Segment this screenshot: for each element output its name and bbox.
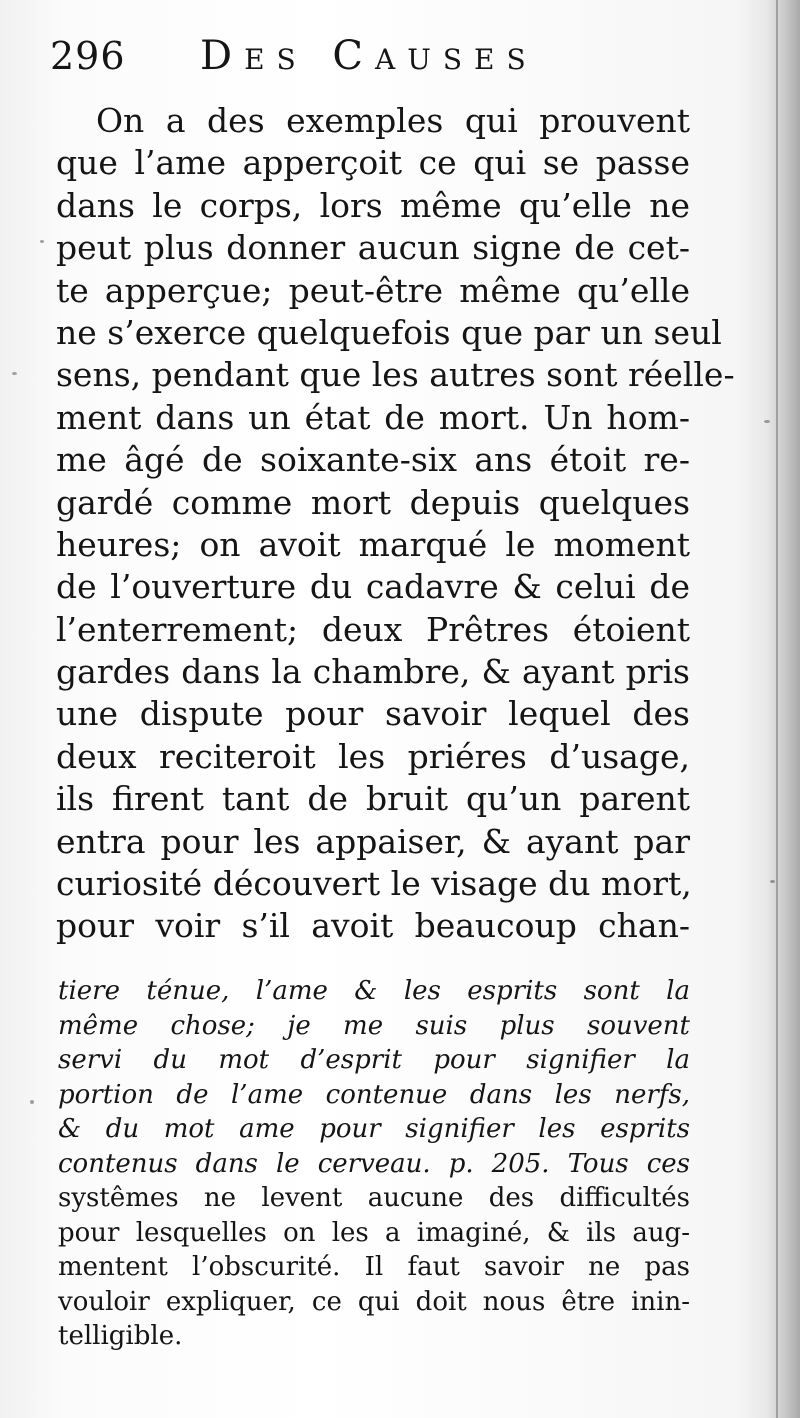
footnote-line: & du mot ame pour signifier les esprits — [58, 1114, 690, 1144]
footnote-line: mentent l’obscurité. Il faut savoir ne pas — [58, 1252, 690, 1282]
page-number: 296 — [50, 34, 126, 78]
running-head: Des Causes — [200, 33, 538, 79]
ink-speck — [12, 372, 17, 375]
main-text-line: entra pour les appaiser, & ayant par — [56, 821, 690, 861]
main-text-line: pour voir s’il avoit beaucoup chan- — [56, 906, 690, 946]
page-header — [50, 26, 610, 86]
main-text-line: deux reciteroit les priéres d’usage, — [56, 736, 690, 776]
main-text-block — [56, 100, 735, 948]
footnote-line: servi du mot d’esprit pour signifier la — [58, 1045, 690, 1075]
main-text-line: dans le corps, lors même qu’elle ne — [56, 185, 690, 225]
ink-speck — [40, 240, 44, 243]
main-text-line: ils firent tant de bruit qu’un parent — [56, 779, 690, 819]
main-text-line: peut plus donner aucun signe de cet- — [56, 228, 690, 268]
footnote-line: systêmes ne levent aucune des difficultés — [58, 1183, 690, 1213]
main-text-line: gardes dans la chambre, & ayant pris — [56, 652, 690, 692]
main-text-line: curiosité découvert le visage du mort, — [56, 864, 692, 904]
page-edge-shadow — [766, 0, 800, 1418]
footnote-line: même chose; je me suis plus souvent — [58, 1010, 690, 1041]
footnote-line: portion de l’ame contenue dans les nerfs, — [58, 1079, 690, 1110]
ink-speck — [764, 420, 770, 423]
ink-speck — [770, 880, 775, 883]
footnote-line: vouloir expliquer, ce qui doit nous être inin- — [58, 1286, 690, 1317]
main-text-line: ne s’exerce quelquefois que par un seul — [56, 312, 722, 352]
footnote-line: pour lesquelles on les a imaginé, & ils aug- — [58, 1217, 690, 1248]
main-text-line: ment dans un état de mort. Un hom- — [56, 397, 690, 437]
main-text-line: de l’ouverture du cadavre & celui de — [56, 567, 690, 607]
main-text-line: gardé comme mort depuis quelques — [56, 482, 690, 522]
main-text-line: heures; on avoit marqué le moment — [56, 524, 690, 564]
footnote-line: tiere ténue, l’ame & les esprits sont la — [58, 976, 690, 1006]
main-text-line: une dispute pour savoir lequel des — [56, 694, 690, 734]
main-text-line: me âgé de soixante-six ans étoit re- — [56, 440, 690, 480]
page-edge-line — [776, 0, 778, 1418]
main-text-line: On a des exemples qui prouvent — [96, 101, 690, 140]
footnote-block — [58, 974, 690, 1354]
footnote-line: contenus dans le cerveau. p. 205. Tous ces — [58, 1148, 690, 1179]
ink-speck — [30, 1100, 34, 1104]
main-text-line: sens, pendant que les autres sont réelle- — [56, 355, 735, 395]
main-text-line: te apperçue; peut-être même qu’elle — [56, 270, 690, 310]
main-text-line: que l’ame apperçoit ce qui se passe — [56, 143, 690, 183]
main-text-line: l’enterrement; deux Prêtres étoient — [56, 609, 690, 649]
footnote-line: telligible. — [58, 1321, 183, 1351]
